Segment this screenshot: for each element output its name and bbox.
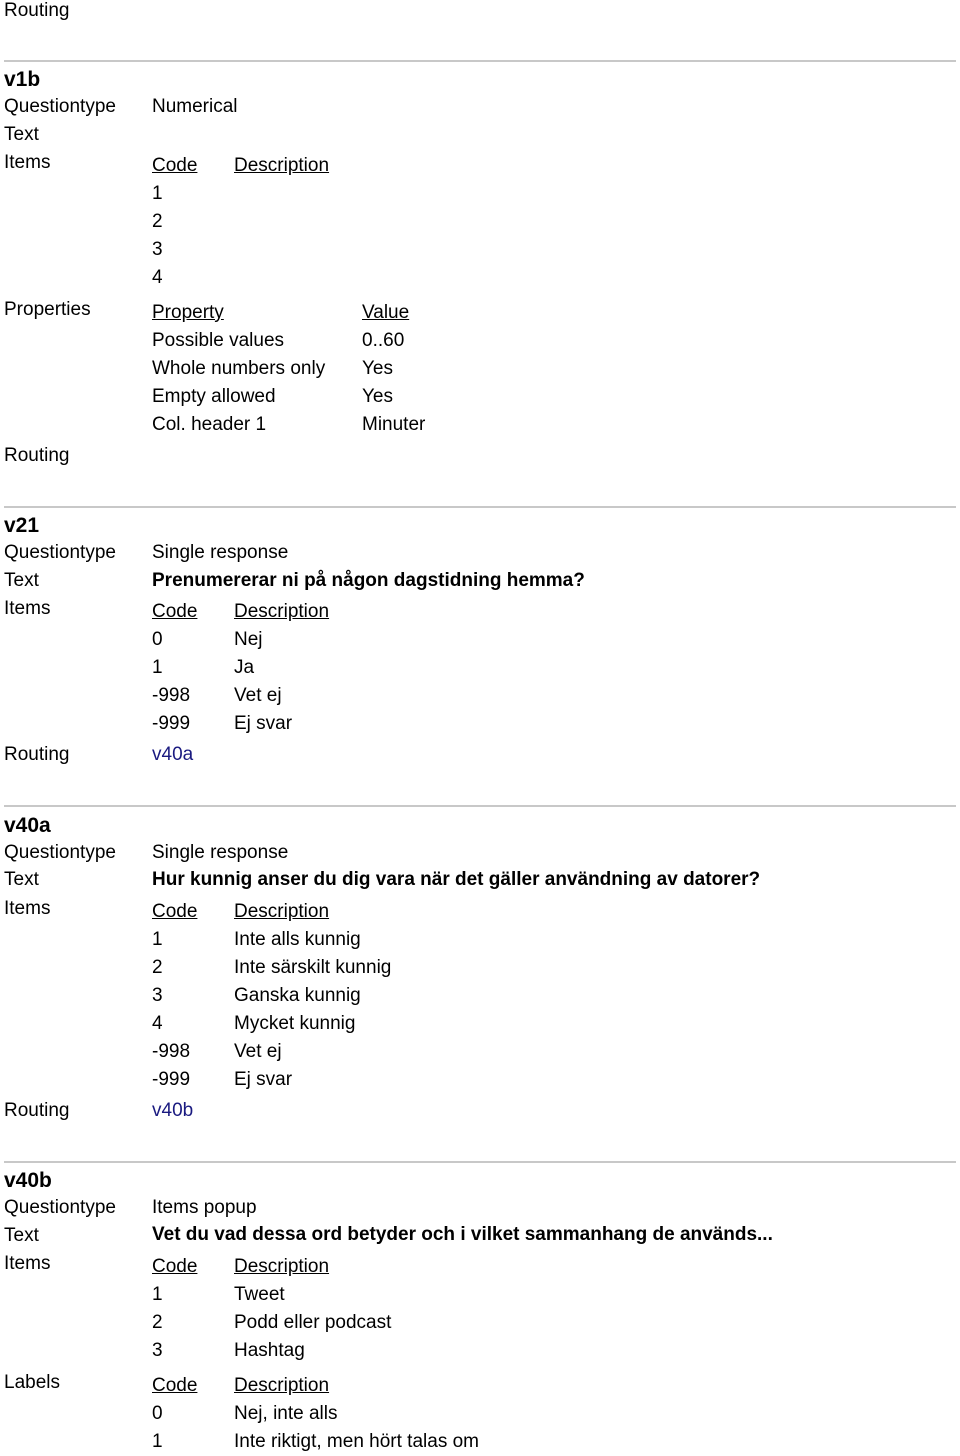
item-code: -999 bbox=[152, 1069, 191, 1090]
item-code: 2 bbox=[152, 957, 163, 978]
item-code: -999 bbox=[152, 713, 191, 734]
labels-header-description: Description bbox=[234, 1375, 330, 1396]
label-description: Inte riktigt, men hört talas om bbox=[234, 1431, 479, 1452]
item-description: Mycket kunnig bbox=[234, 1013, 356, 1034]
section-divider bbox=[4, 60, 956, 62]
item-code: 4 bbox=[152, 267, 163, 288]
text-label: Text bbox=[4, 570, 39, 591]
item-description: Ej svar bbox=[234, 713, 293, 734]
item-code: 3 bbox=[152, 1340, 163, 1361]
items-header-code: Code bbox=[152, 155, 198, 176]
questiontype-label: Questiontype bbox=[4, 842, 116, 863]
label-code: 1 bbox=[152, 1431, 163, 1452]
items-header-code: Code bbox=[152, 1256, 198, 1277]
property-name: Possible values bbox=[152, 330, 285, 351]
questiontype-label: Questiontype bbox=[4, 542, 116, 563]
routing-label: Routing bbox=[4, 744, 70, 765]
section-divider bbox=[4, 506, 956, 508]
item-code: -998 bbox=[152, 1041, 191, 1062]
item-description: Ej svar bbox=[234, 1069, 293, 1090]
item-code: 3 bbox=[152, 985, 163, 1006]
item-code: 4 bbox=[152, 1013, 163, 1034]
item-description: Tweet bbox=[234, 1284, 285, 1305]
questiontype-value: Numerical bbox=[152, 96, 238, 117]
items-header-description: Description bbox=[234, 601, 330, 622]
property-name: Empty allowed bbox=[152, 386, 276, 407]
items-label: Items bbox=[4, 898, 51, 919]
items-header-code: Code bbox=[152, 601, 198, 622]
item-description: Nej bbox=[234, 629, 263, 650]
item-description: Vet ej bbox=[234, 1041, 282, 1062]
question-text: Vet du vad dessa ord betyder och i vilket sammanhang de används... bbox=[152, 1224, 773, 1245]
question-id: v40b bbox=[4, 1169, 52, 1192]
routing-link[interactable]: v40a bbox=[152, 744, 194, 765]
question-text: Hur kunnig anser du dig vara när det gäller användning av datorer? bbox=[152, 869, 761, 890]
routing-label: Routing bbox=[4, 445, 70, 466]
properties-header-property: Property bbox=[152, 302, 224, 323]
item-description: Inte alls kunnig bbox=[234, 929, 361, 950]
question-id: v21 bbox=[4, 514, 40, 537]
top-routing-label: Routing bbox=[4, 0, 70, 21]
item-description: Vet ej bbox=[234, 685, 282, 706]
section-divider bbox=[4, 1161, 956, 1163]
questiontype-value: Single response bbox=[152, 542, 289, 563]
item-code: 1 bbox=[152, 929, 163, 950]
properties-header-value: Value bbox=[362, 302, 410, 323]
question-id: v40a bbox=[4, 814, 51, 837]
item-code: 1 bbox=[152, 657, 163, 678]
properties-label: Properties bbox=[4, 299, 91, 320]
item-code: 1 bbox=[152, 183, 163, 204]
items-header-description: Description bbox=[234, 901, 330, 922]
property-value: Yes bbox=[362, 386, 393, 407]
property-name: Whole numbers only bbox=[152, 358, 326, 379]
label-code: 0 bbox=[152, 1403, 163, 1424]
items-label: Items bbox=[4, 152, 51, 173]
property-value: Minuter bbox=[362, 414, 426, 435]
items-header-description: Description bbox=[234, 155, 330, 176]
question-text: Prenumererar ni på någon dagstidning hemma? bbox=[152, 570, 585, 591]
routing-label: Routing bbox=[4, 1100, 70, 1121]
questiontype-label: Questiontype bbox=[4, 96, 116, 117]
item-code: 2 bbox=[152, 1312, 163, 1333]
property-value: Yes bbox=[362, 358, 393, 379]
labels-label: Labels bbox=[4, 1372, 60, 1393]
item-code: 2 bbox=[152, 211, 163, 232]
labels-header-code: Code bbox=[152, 1375, 198, 1396]
items-label: Items bbox=[4, 598, 51, 619]
item-code: -998 bbox=[152, 685, 191, 706]
item-description: Ganska kunnig bbox=[234, 985, 361, 1006]
item-description: Inte särskilt kunnig bbox=[234, 957, 392, 978]
questiontype-value: Items popup bbox=[152, 1197, 257, 1218]
routing-link[interactable]: v40b bbox=[152, 1100, 194, 1121]
item-description: Ja bbox=[234, 657, 255, 678]
questiontype-label: Questiontype bbox=[4, 1197, 116, 1218]
questiontype-value: Single response bbox=[152, 842, 289, 863]
item-code: 3 bbox=[152, 239, 163, 260]
section-divider bbox=[4, 805, 956, 807]
text-label: Text bbox=[4, 124, 39, 145]
item-description: Podd eller podcast bbox=[234, 1312, 392, 1333]
item-code: 1 bbox=[152, 1284, 163, 1305]
text-label: Text bbox=[4, 1225, 39, 1246]
question-id: v1b bbox=[4, 68, 41, 91]
items-header-code: Code bbox=[152, 901, 198, 922]
label-description: Nej, inte alls bbox=[234, 1403, 338, 1424]
property-value: 0..60 bbox=[362, 330, 405, 351]
property-name: Col. header 1 bbox=[152, 414, 267, 435]
item-description: Hashtag bbox=[234, 1340, 305, 1361]
items-header-description: Description bbox=[234, 1256, 330, 1277]
text-label: Text bbox=[4, 869, 39, 890]
items-label: Items bbox=[4, 1253, 51, 1274]
item-code: 0 bbox=[152, 629, 163, 650]
